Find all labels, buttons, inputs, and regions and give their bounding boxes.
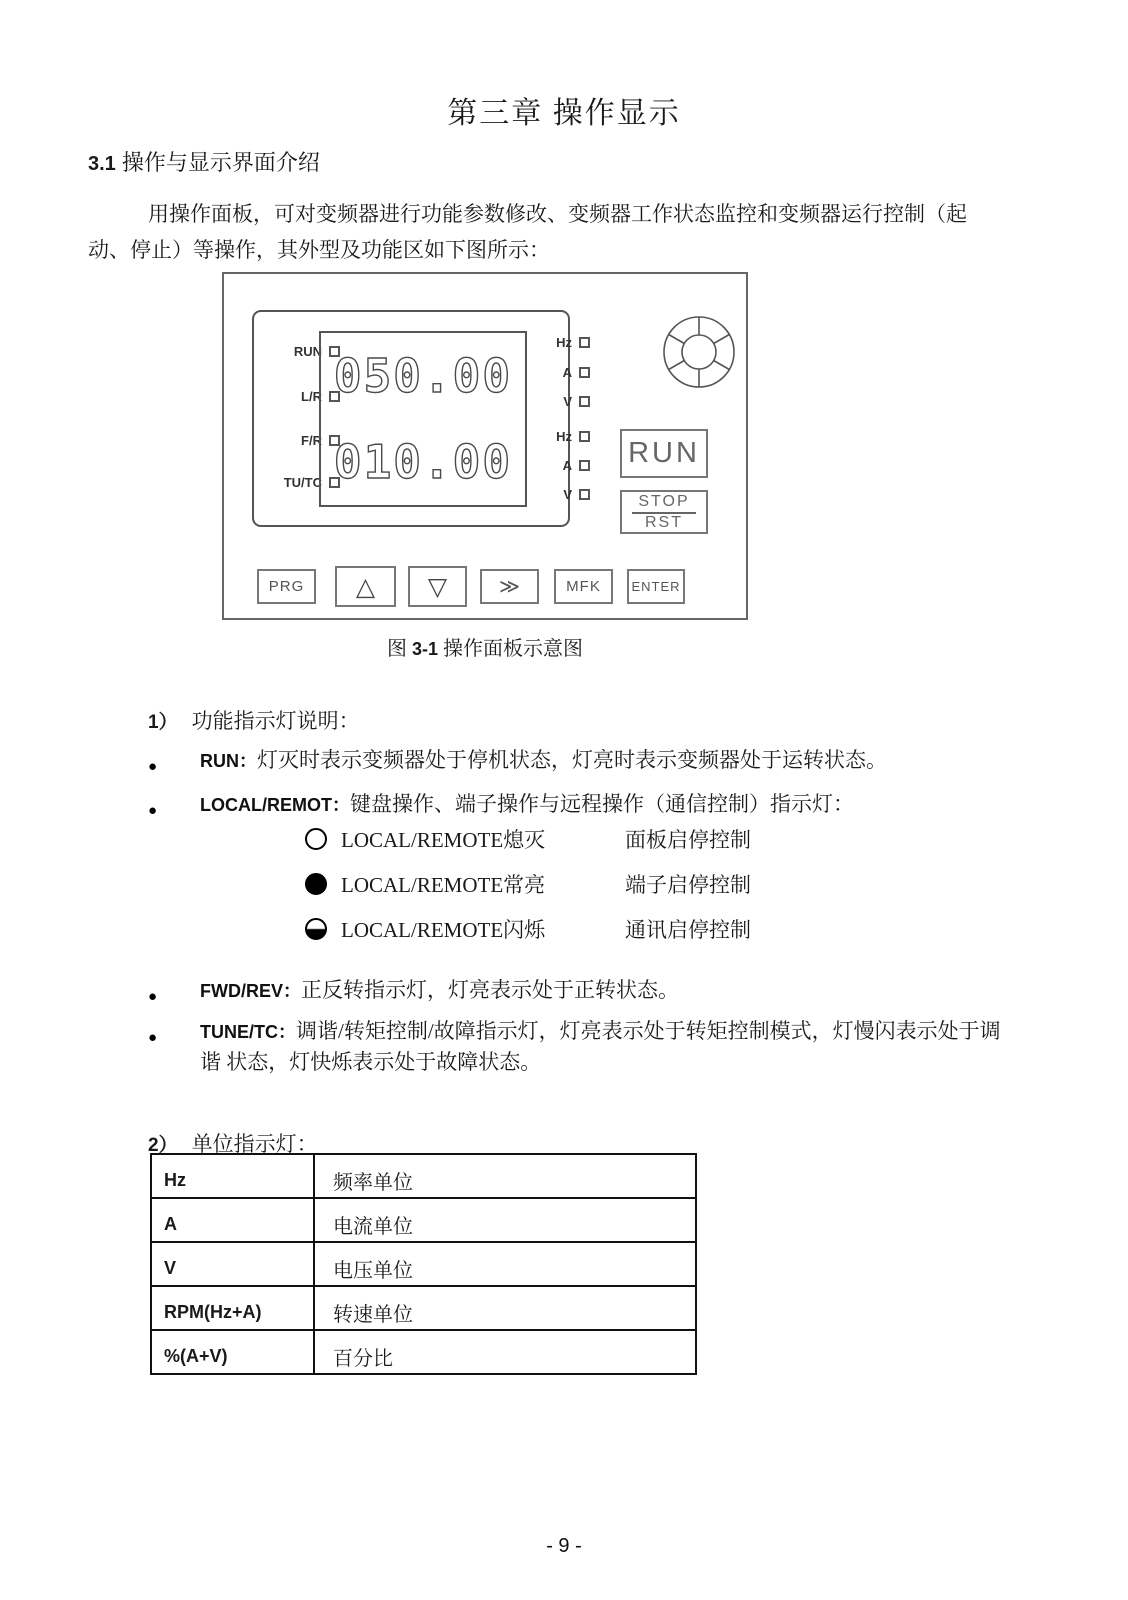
unit-led-label: Hz xyxy=(556,428,572,444)
figure-caption-text: 操作面板示意图 xyxy=(443,638,583,660)
state-label: LOCAL/REMOTE常亮 xyxy=(341,873,546,897)
led-on-icon xyxy=(305,873,327,895)
unit-cell: %(A+V) xyxy=(151,1330,314,1374)
desc-cell: 转速单位 xyxy=(314,1286,696,1330)
state-desc: 通讯启停控制 xyxy=(625,918,751,942)
desc-cell: 电流单位 xyxy=(314,1198,696,1242)
bullet-label: TUNE/TC： xyxy=(200,1022,296,1042)
unit-led-v2 xyxy=(530,486,590,502)
page-number: - 9 - xyxy=(546,1535,582,1557)
unit-led-v1 xyxy=(530,393,590,409)
unit-cell: Hz xyxy=(151,1154,314,1198)
mfk-key: MFK xyxy=(554,569,613,604)
led-square-icon xyxy=(579,431,590,442)
figure-caption xyxy=(222,632,748,661)
status-led-label: L/R xyxy=(301,388,322,404)
status-led-label: TU/TC xyxy=(283,474,322,490)
unit-led-label: V xyxy=(563,486,572,502)
local-remote-state-off xyxy=(305,824,1005,854)
up-arrow-key: △ xyxy=(335,566,396,607)
led-square-icon xyxy=(579,337,590,348)
unit-cell: V xyxy=(151,1242,314,1286)
display-value-top: 050.00 xyxy=(333,349,513,403)
list2-title: 单位指示灯： xyxy=(191,1132,318,1156)
jog-wheel-icon xyxy=(661,314,737,390)
desc-cell: 百分比 xyxy=(314,1330,696,1374)
units-table xyxy=(150,1153,697,1375)
led-square-icon xyxy=(579,460,590,471)
prg-key: PRG xyxy=(257,569,316,604)
stop-rst-button xyxy=(620,490,708,534)
section-heading xyxy=(88,146,320,177)
bullet-fwd-rev xyxy=(148,975,1034,1006)
operation-panel-figure xyxy=(222,272,748,620)
intro-paragraph xyxy=(88,196,1024,268)
unit-cell: RPM(Hz+A) xyxy=(151,1286,314,1330)
unit-led-a2 xyxy=(530,457,590,473)
led-square-icon xyxy=(579,367,590,378)
desc-cell: 频率单位 xyxy=(314,1154,696,1198)
unit-led-hz2 xyxy=(530,428,590,444)
list1-number: 1） xyxy=(148,712,178,733)
table-row xyxy=(151,1330,696,1374)
unit-led-label: Hz xyxy=(556,334,572,350)
table-row xyxy=(151,1242,696,1286)
bullet-tune-tc xyxy=(148,1016,1034,1077)
local-remote-state-on xyxy=(305,869,1005,899)
bullet-label: FWD/REV： xyxy=(200,981,301,1001)
unit-led-label: V xyxy=(563,393,572,409)
enter-key: ENTER xyxy=(627,569,685,604)
table-row xyxy=(151,1286,696,1330)
page-title: 第三章 操作显示 xyxy=(447,97,681,130)
led-square-icon xyxy=(579,489,590,500)
bullet-label: LOCAL/REMOT： xyxy=(200,795,350,815)
section-number: 3.1 xyxy=(88,153,116,175)
bullet-label: RUN： xyxy=(200,751,257,771)
bullet-text: 键盘操作、端子操作与远程操作（通信控制）指示灯： xyxy=(350,792,854,816)
stop-label: STOP xyxy=(632,493,695,514)
display-panel xyxy=(252,310,570,527)
section-title: 操作与显示界面介绍 xyxy=(121,150,320,175)
status-led-label: RUN xyxy=(293,343,322,359)
unit-cell: A xyxy=(151,1198,314,1242)
list1-heading xyxy=(148,705,360,735)
list1-title: 功能指示灯说明： xyxy=(191,709,360,733)
down-arrow-key: ▽ xyxy=(408,566,467,607)
table-row xyxy=(151,1198,696,1242)
list2-number: 2） xyxy=(148,1135,178,1156)
display-value-bottom: 010.00 xyxy=(333,435,513,489)
state-label: LOCAL/REMOTE闪烁 xyxy=(341,918,546,942)
seven-segment-display xyxy=(319,331,527,507)
figure-label: 图 xyxy=(386,638,407,660)
state-label: LOCAL/REMOTE熄灭 xyxy=(341,828,546,852)
unit-led-label: A xyxy=(562,457,572,473)
bullet-text: 调谐/转矩控制/故障指示灯，灯亮表示处于转矩控制模式，灯慢闪表示处于调谐 状态，灯快烁表示处于故障状态。 xyxy=(200,1019,1001,1074)
intro-line: 动、停止）等操作，其外型及功能区如下图所示： xyxy=(88,238,550,262)
table-row xyxy=(151,1154,696,1198)
status-led-label: F/R xyxy=(301,432,322,448)
bullet-run xyxy=(148,745,1034,776)
led-off-icon xyxy=(305,828,327,850)
bullet-icon xyxy=(148,1020,162,1038)
led-blink-icon xyxy=(305,918,327,940)
bullet-icon xyxy=(148,979,162,997)
bullet-text: 正反转指示灯，灯亮表示处于正转状态。 xyxy=(301,978,679,1002)
unit-led-a1 xyxy=(530,364,590,380)
bullet-text: 灯灭时表示变频器处于停机状态，灯亮时表示变频器处于运转状态。 xyxy=(257,748,887,772)
led-square-icon xyxy=(579,396,590,407)
unit-led-hz1 xyxy=(530,334,590,350)
bullet-local-remot xyxy=(148,789,1034,820)
run-button: RUN xyxy=(620,429,708,478)
unit-led-label: A xyxy=(562,364,572,380)
desc-cell: 电压单位 xyxy=(314,1242,696,1286)
figure-number: 3-1 xyxy=(411,639,438,659)
local-remote-state-blink xyxy=(305,914,1005,944)
state-desc: 端子启停控制 xyxy=(625,873,751,897)
rst-label: RST xyxy=(645,513,683,531)
state-desc: 面板启停控制 xyxy=(625,828,751,852)
intro-line: 用操作面板，可对变频器进行功能参数修改、变频器工作状态监控和变频器运行控制（起 xyxy=(148,202,967,226)
shift-key: ≫ xyxy=(480,569,539,604)
bullet-icon xyxy=(148,749,162,767)
bullet-icon xyxy=(148,793,162,811)
